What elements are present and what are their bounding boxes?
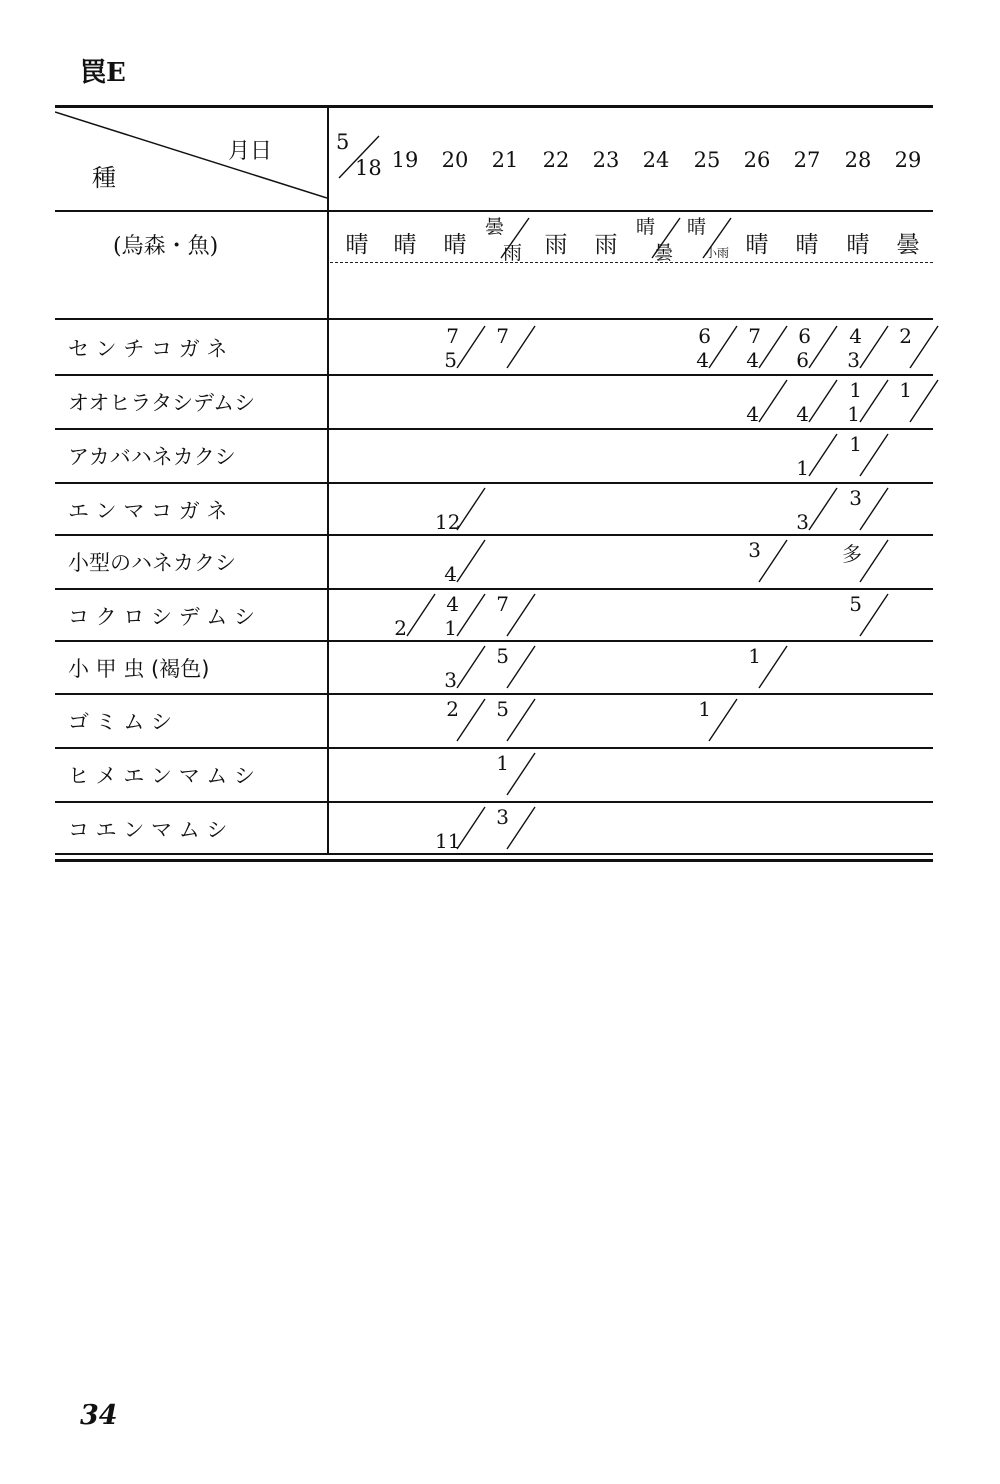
- count-cell: [787, 322, 839, 370]
- weather-underline: [330, 262, 933, 263]
- count-cell: [485, 590, 537, 638]
- count-lower: 4: [696, 348, 709, 372]
- species-name: ゴ ミ ム シ: [68, 710, 173, 734]
- count-upper: 5: [496, 644, 509, 668]
- count-slash: [485, 322, 537, 370]
- count-lower: 4: [796, 402, 809, 426]
- page-number: 34: [80, 1400, 118, 1431]
- count-upper: 6: [698, 324, 711, 348]
- date-5-18: [333, 130, 383, 182]
- count-slash: [485, 590, 537, 638]
- count-lower: 3: [847, 348, 860, 372]
- table-bottom-rule-1: [55, 853, 933, 855]
- count-cell: [838, 536, 890, 584]
- species-name: コ エ ン マ ム シ: [68, 818, 228, 842]
- count-lower: 1: [444, 616, 457, 640]
- count-cell: [888, 376, 940, 424]
- count-slash: [737, 642, 789, 690]
- date-24: 24: [642, 148, 670, 172]
- species-name: セ ン チ コ ガ ネ: [68, 337, 228, 361]
- count-cell: [435, 590, 487, 638]
- count-slash: [838, 484, 890, 532]
- count-cell: [787, 430, 839, 478]
- weather-second: 曇: [654, 242, 674, 264]
- weather-cell-split: [483, 212, 531, 262]
- count-upper: 6: [798, 324, 811, 348]
- count-slash: [888, 376, 940, 424]
- count-slash: [485, 803, 537, 851]
- weather-second: 小雨: [705, 246, 730, 260]
- count-cell: [787, 376, 839, 424]
- count-lower: 4: [444, 562, 457, 586]
- count-cell: [787, 484, 839, 532]
- count-cell: [485, 749, 537, 797]
- count-lower: 4: [746, 402, 759, 426]
- date-26: 26: [743, 148, 771, 172]
- date-19: 19: [391, 148, 419, 172]
- species-label: 種: [92, 164, 116, 192]
- count-cell: [485, 803, 537, 851]
- weather-second: 雨: [503, 242, 523, 264]
- count-upper: 7: [748, 324, 761, 348]
- weather-first: 晴: [636, 216, 656, 238]
- weather-cell: 晴: [846, 232, 870, 258]
- count-upper: 3: [748, 538, 761, 562]
- weather-cell: 雨: [594, 232, 618, 258]
- count-lower: 3: [796, 510, 809, 534]
- count-lower: 2: [394, 616, 407, 640]
- count-cell: [838, 590, 890, 638]
- count-lower: 3: [444, 668, 457, 692]
- species-name: アカバハネカクシ: [68, 445, 236, 469]
- count-lower: 12: [435, 510, 461, 534]
- location-label: (烏森・魚): [113, 234, 219, 259]
- weather-cell-split: [634, 212, 682, 262]
- count-cell: [435, 536, 487, 584]
- count-lower: 4: [746, 348, 759, 372]
- weather-first: 曇: [485, 216, 505, 238]
- date-22: 22: [542, 148, 570, 172]
- count-upper: 1: [899, 378, 912, 402]
- count-cell: [435, 695, 487, 743]
- row-divider: [55, 534, 933, 536]
- page-title: 罠E: [80, 58, 126, 88]
- count-slash: [838, 590, 890, 638]
- table-bottom-rule-2: [55, 859, 933, 862]
- weather-cell: 晴: [393, 232, 417, 258]
- count-cell: [385, 590, 437, 638]
- weather-cell: 晴: [745, 232, 769, 258]
- count-lower: 6: [796, 348, 809, 372]
- count-slash: [435, 695, 487, 743]
- date-day: 18: [355, 156, 382, 180]
- date-21: 21: [491, 148, 519, 172]
- count-lower: 1: [847, 402, 860, 426]
- count-upper: 3: [496, 805, 509, 829]
- count-cell: [838, 322, 890, 370]
- count-cell: [687, 322, 739, 370]
- species-name: 小型のハネカクシ: [68, 551, 236, 575]
- count-upper: 5: [496, 697, 509, 721]
- count-cell: [435, 642, 487, 690]
- month-day-label: 月日: [228, 139, 273, 164]
- weather-first: 晴: [687, 216, 707, 238]
- count-cell: [888, 322, 940, 370]
- count-upper: 1: [849, 432, 862, 456]
- weather-cell: 晴: [795, 232, 819, 258]
- stub-divider: [327, 106, 329, 854]
- date-23: 23: [592, 148, 620, 172]
- count-cell: [687, 695, 739, 743]
- count-upper: 7: [446, 324, 459, 348]
- count-slash: [687, 695, 739, 743]
- count-slash: [485, 695, 537, 743]
- count-slash: [485, 642, 537, 690]
- count-upper: 4: [849, 324, 862, 348]
- count-upper: 1: [496, 751, 509, 775]
- count-upper: 多: [842, 542, 862, 566]
- weather-cell: 雨: [544, 232, 568, 258]
- count-upper: 4: [446, 592, 459, 616]
- count-slash: [737, 536, 789, 584]
- count-lower: 1: [796, 456, 809, 480]
- count-lower: 11: [435, 829, 461, 853]
- count-upper: 2: [446, 697, 459, 721]
- count-cell: [485, 695, 537, 743]
- species-name: エ ン マ コ ガ ネ: [68, 499, 228, 523]
- date-25: 25: [693, 148, 721, 172]
- count-upper: 7: [496, 592, 509, 616]
- count-cell: [435, 803, 487, 851]
- weather-cell: 曇: [896, 232, 920, 258]
- count-upper: 1: [748, 644, 761, 668]
- count-upper: 1: [698, 697, 711, 721]
- weather-cell-split: [685, 212, 733, 262]
- count-upper: 5: [849, 592, 862, 616]
- species-name: オオヒラタシデムシ: [68, 391, 256, 415]
- count-cell: [737, 536, 789, 584]
- count-cell: [435, 484, 487, 532]
- count-cell: [838, 484, 890, 532]
- count-cell: [435, 322, 487, 370]
- count-cell: [485, 642, 537, 690]
- species-name: 小 甲 虫 (褐色): [68, 657, 210, 681]
- count-upper: 1: [849, 378, 862, 402]
- count-cell: [737, 376, 789, 424]
- date-20: 20: [441, 148, 469, 172]
- count-upper: 3: [849, 486, 862, 510]
- count-cell: [838, 430, 890, 478]
- weather-cell: 晴: [345, 232, 369, 258]
- species-name: コ ク ロ シ デ ム シ: [68, 605, 256, 629]
- weather-cell: 晴: [443, 232, 467, 258]
- header-bottom-rule: [55, 318, 933, 320]
- count-upper: 2: [899, 324, 912, 348]
- count-slash: [485, 749, 537, 797]
- count-slash: [838, 430, 890, 478]
- count-lower: 5: [444, 348, 457, 372]
- count-slash: [888, 322, 940, 370]
- date-29: 29: [894, 148, 922, 172]
- date-28: 28: [844, 148, 872, 172]
- date-27: 27: [793, 148, 821, 172]
- count-cell: [838, 376, 890, 424]
- count-cell: [737, 322, 789, 370]
- count-upper: 7: [496, 324, 509, 348]
- count-cell: [737, 642, 789, 690]
- date-month: 5: [336, 130, 350, 154]
- species-name: ヒ メ エ ン マ ム シ: [68, 764, 256, 788]
- date-slash: [335, 132, 383, 182]
- count-cell: [485, 322, 537, 370]
